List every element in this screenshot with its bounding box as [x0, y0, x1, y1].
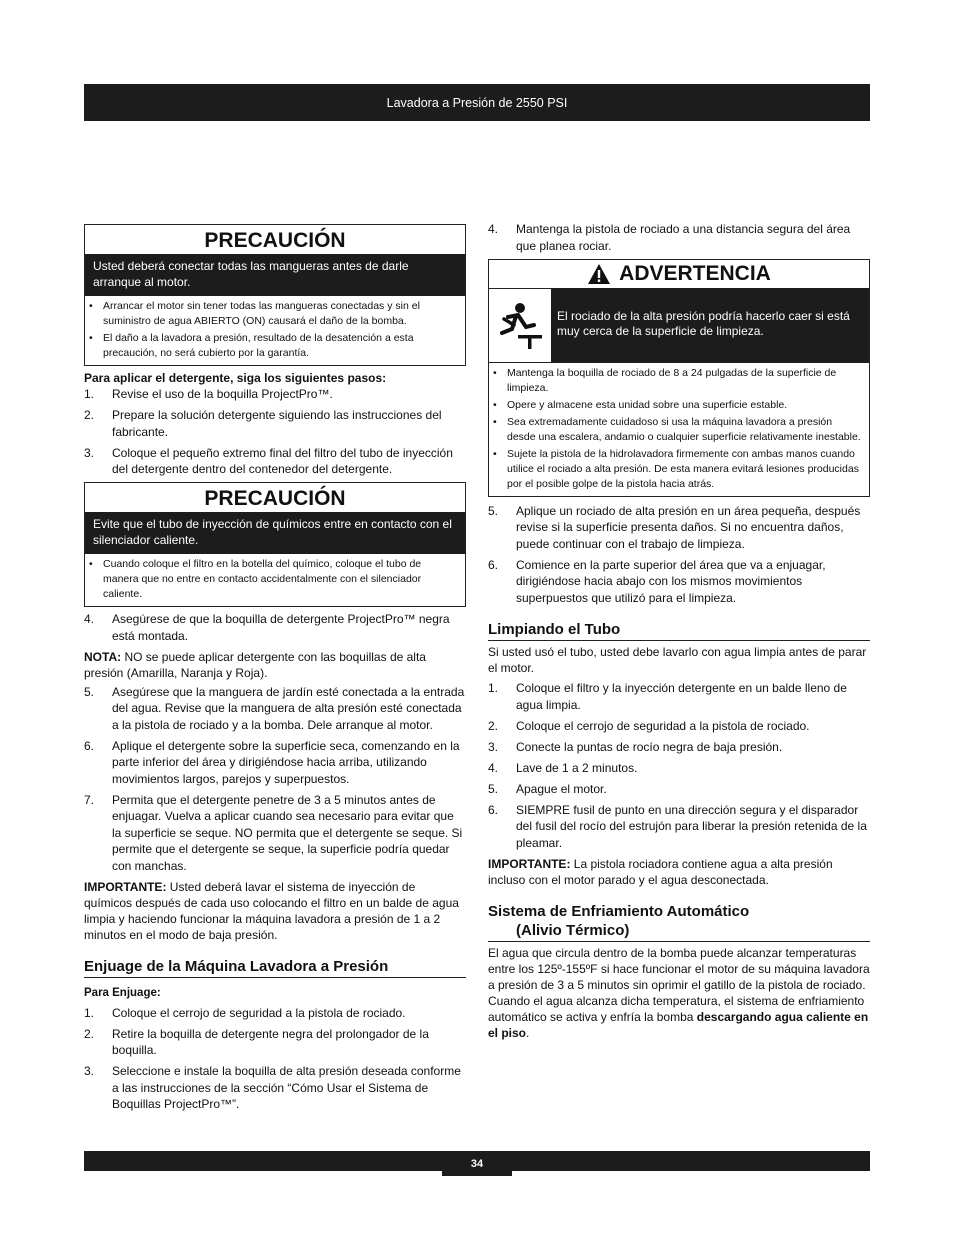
step-item: 6. SIEMPRE fusil de punto en una dirección segura y el disparador del fusil del rocío del estrujón para liberar la presión retenida de la pleamar.	[488, 802, 867, 850]
page-number: 34	[442, 1151, 512, 1176]
bullet-item: • Sujete la pistola de la hidrolavadora firmemente con ambas manos cuando utilice el rociado a alta presión. De esta manera evitará lesiones producidas por el posible golpe de la pistola hacia atrás.	[493, 447, 859, 490]
bullet-item: • Opere y almacene esta unidad sobre una superficie estable.	[493, 398, 788, 411]
slip-fall-hazard-icon	[489, 288, 551, 362]
warning-title: ADVERTENCIA	[489, 260, 869, 288]
tube-intro: Si usted usó el tubo, usted debe lavarlo con agua limpia antes de parar el motor.	[488, 645, 867, 675]
warning-bullets	[489, 362, 869, 496]
step-item: 1. Coloque el filtro y la inyección detergente en un balde lleno de agua limpia.	[488, 681, 847, 712]
warning-triangle-icon	[587, 263, 611, 285]
step-item: 1. Revise el uso de la boquilla ProjectPro™.	[84, 387, 333, 401]
step-item: 4. Lave de 1 a 2 minutos.	[488, 760, 638, 775]
bullet-item: • Mantenga la boquilla de rociado de 8 a 24 pulgadas de la superficie de limpieza.	[493, 366, 837, 394]
header-bar	[84, 84, 870, 121]
rinse-section-title: Enjuage de la Máquina Lavadora a Presión	[84, 957, 466, 978]
step-item: 2. Coloque el cerrojo de seguridad a la pistola de rociado.	[488, 718, 810, 733]
tube-steps	[488, 680, 870, 851]
rinse-intro: Para Enjuage:	[84, 986, 161, 999]
detergent-steps-a	[84, 386, 466, 478]
left-column	[84, 222, 466, 1117]
header-title: Lavadora a Presión de 2550 PSI	[386, 95, 568, 110]
step-item: 3. Coloque el pequeño extremo final del filtro del tubo de inyección del detergente dentro del contenedor del detergente.	[84, 445, 453, 476]
spray-steps-top	[488, 221, 870, 254]
step-item: 5. Aplique un rociado de alta presión en un área pequeña, después revise si la superficie presenta daños. Si no encuentra daños, puede continuar con el trabajo de limpieza.	[488, 503, 861, 551]
caution-box-2	[84, 482, 466, 607]
tube-section-title: Limpiando el Tubo	[488, 620, 870, 641]
step-item: 6. Comience en la parte superior del área que va a enjuagar, dirigiéndose hacia abajo con los mismos movimientos superpuestos que utilizó para el limpieza.	[488, 557, 826, 605]
bullet-item: • Sea extremadamente cuidadoso si usa la máquina lavadora a presión desde una escalera, andamio o cualquier superficie relativamente inestable.	[493, 415, 861, 443]
step-item: 5. Apague el motor.	[488, 781, 607, 796]
caution-title: PRECAUCIÓN	[204, 229, 346, 252]
bullet-item: • Cuando coloque el filtro en la botella del químico, coloque el tubo de manera que no entre en contacto accidentalmente con el silenciador caliente.	[89, 558, 422, 600]
caution-box-1	[84, 224, 466, 366]
caution-message: Usted deberá conectar todas las mangueras antes de darle arranque al motor.	[85, 254, 465, 296]
step-item: 2. Prepare la solución detergente siguiendo las instrucciones del fabricante.	[84, 408, 442, 439]
step-item: 3. Conecte la puntas de rocío negra de baja presión.	[488, 739, 783, 754]
detergent-steps-b	[84, 611, 466, 644]
caution-message: Evite que el tubo de inyección de químicos entre en contacto con el silenciador caliente.	[85, 512, 465, 554]
caution-bullets	[85, 296, 465, 365]
spray-steps-mid	[488, 503, 870, 607]
right-column	[488, 221, 870, 1041]
caution-bullets	[85, 554, 465, 606]
detergent-intro: Para aplicar el detergente, siga los siguientes pasos:	[84, 371, 387, 385]
detergent-steps-c	[84, 684, 466, 875]
step-item: 5. Asegúrese que la manguera de jardín esté conectada a la entrada del agua. Revise que la manguera de alta presión esté conectada a la pistola de rociado y a la bomba. Dele arranque al motor.	[84, 684, 465, 732]
step-item: 7. Permita que el detergente penetre de 3 a 5 minutos antes de enjuagar. Vuelva a aplicar cuando sea necesario para evitar que la superficie se seque. NO permita que el detergente se seque. Si permite que el detergente se seque, la superficie podría quedar con manchas.	[84, 792, 463, 873]
warning-box	[488, 259, 870, 497]
importante-paragraph: IMPORTANTE: La pistola rociadora contiene agua a alta presión incluso con el motor parado y el agua desconectada.	[488, 856, 833, 887]
bullet-item: • Arrancar el motor sin tener todas las mangueras conectadas y sin el suministro de agua ABIERTO (ON) causará el daño de la bomba.	[89, 300, 420, 327]
step-item: 4. Asegúrese de que la boquilla de detergente ProjectPro™ negra está montada.	[84, 612, 450, 643]
caution-title: PRECAUCIÓN	[204, 487, 346, 510]
nota-paragraph: NOTA: NO se puede aplicar detergente con las boquillas de alta presión (Amarilla, Naranja y Roja).	[84, 649, 426, 680]
warning-message: El rociado de la alta presión podría hacerlo caer si está muy cerca de la superficie de limpieza.	[551, 288, 869, 362]
step-item: 3. Seleccione e instale la boquilla de alta presión deseada conforme a las instrucciones de la sección “Cómo Usar el Sistema de Boquillas ProjectPro™”.	[84, 1064, 461, 1111]
step-item: 1. Coloque el cerrojo de seguridad a la pistola de rociado.	[84, 1005, 406, 1020]
cooling-paragraph: El agua que circula dentro de la bomba puede alcanzar temperaturas entre los 125º-155ºF si hace funcionar el motor de su máquina lavadora a presión de 3 a 5 minutos sin oprimir el gatillo de la pistola de rociado. Cuando el agua alcanza dicha temperatura, el sistema de enfriamiento automático se activa y enfría la bomba descargando agua caliente en el piso.	[488, 945, 870, 1040]
rinse-steps	[84, 1005, 466, 1113]
importante-paragraph: IMPORTANTE: Usted deberá lavar el sistema de inyección de químicos después de cada uso colocando el filtro en un balde de agua limpia y haciendo funcionar la máquina lavadora a presión de 1 a 2 minutos en el modo de baja presión.	[84, 879, 459, 942]
step-item: 6. Aplique el detergente sobre la superficie seca, comenzando en la parte inferior del área y dirigiéndose hacia arriba, utilizando movimientos largos, parejos y superpuestos.	[84, 738, 460, 786]
step-item: 4. Mantenga la pistola de rociado a una distancia segura del área que planea rociar.	[488, 222, 851, 253]
bullet-item: • El daño a la lavadora a presión, resultado de la desatención a esta precaución, no será cubierto por la garantía.	[89, 332, 414, 359]
cooling-section-title: Sistema de Enfriamiento Automático (Alivio Térmico)	[488, 902, 870, 942]
step-item: 2. Retire la boquilla de detergente negra del prolongador de la boquilla.	[84, 1026, 429, 1057]
warning-row	[489, 288, 869, 362]
